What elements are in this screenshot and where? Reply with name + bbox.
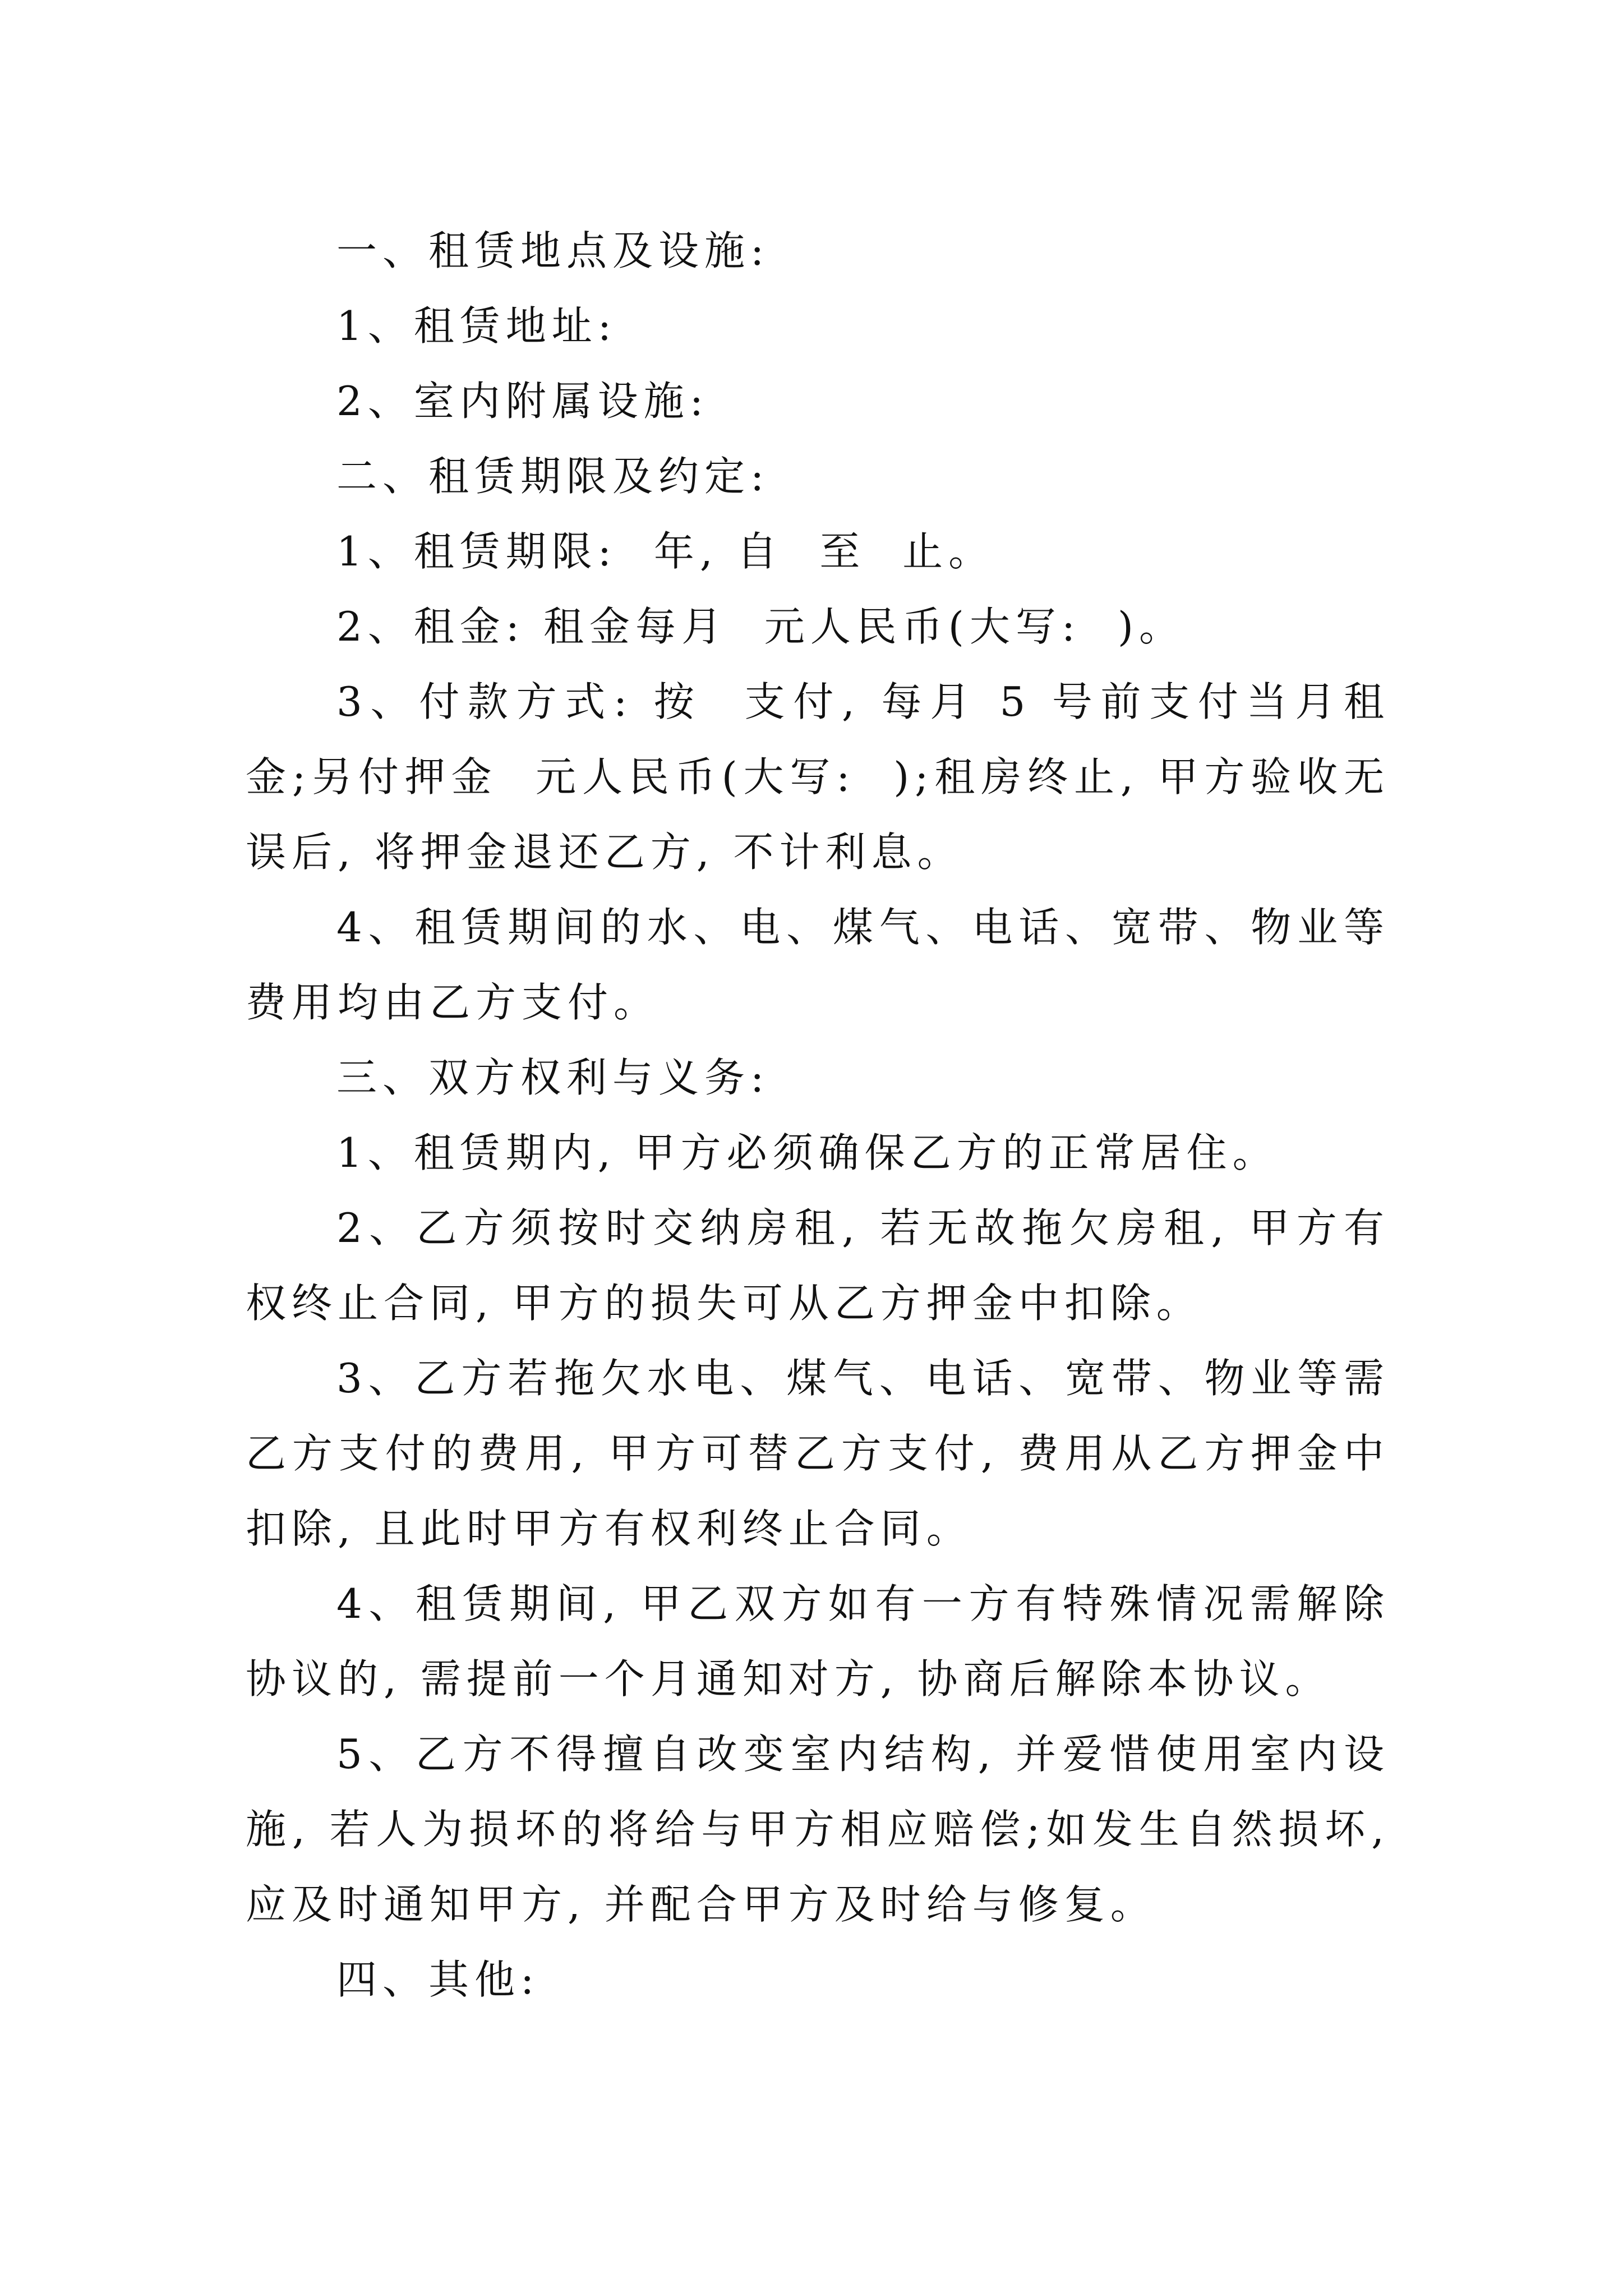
clause-right-4: 4、租赁期间, 甲乙双方如有一方有特殊情况需解除协议的, 需提前一个月通知对方, 协商后解除本协议。: [246, 1580, 1390, 1703]
document-body: [246, 213, 1408, 2017]
clause-rent: 2、租金: 租金每月 元人民币(大写: )。: [336, 603, 1185, 650]
section-heading-3: 三、双方权利与义务:: [336, 1054, 770, 1101]
clause-right-1: 1、租赁期内, 甲方必须确保乙方的正常居住。: [336, 1129, 1279, 1176]
clause-lease-term: 1、租赁期限: 年, 自 至 止。: [336, 528, 995, 575]
clause-facilities: 2、室内附属设施:: [336, 378, 709, 425]
clause-payment: 3、付款方式: 按 支付, 每月 5 号前支付当月租金;另付押金 元人民币(大写: );租房终止, 甲方验收无误后, 将押金退还乙方, 不计利息。: [246, 678, 1390, 876]
clause-right-3: 3、乙方若拖欠水电、煤气、电话、宽带、物业等需乙方支付的费用, 甲方可替乙方支付, 费用从乙方押金中扣除, 且此时甲方有权利终止合同。: [246, 1355, 1390, 1552]
clause-lease-address: 1、租赁地址:: [336, 302, 617, 349]
section-heading-1: 一、租赁地点及设施:: [336, 227, 770, 274]
clause-right-5: 5、乙方不得擅自改变室内结构, 并爱惜使用室内设施, 若人为损坏的将给与甲方相应赔偿;如发生自然损坏, 应及时通知甲方, 并配合甲方及时给与修复。: [246, 1731, 1408, 1928]
section-heading-4: 四、其他:: [336, 1956, 540, 2003]
clause-utilities: 4、租赁期间的水、电、煤气、电话、宽带、物业等费用均由乙方支付。: [246, 904, 1390, 1026]
clause-right-2: 2、乙方须按时交纳房租, 若无故拖欠房租, 甲方有权终止合同, 甲方的损失可从乙方押金中扣除。: [246, 1204, 1390, 1327]
section-heading-2: 二、租赁期限及约定:: [336, 453, 770, 500]
